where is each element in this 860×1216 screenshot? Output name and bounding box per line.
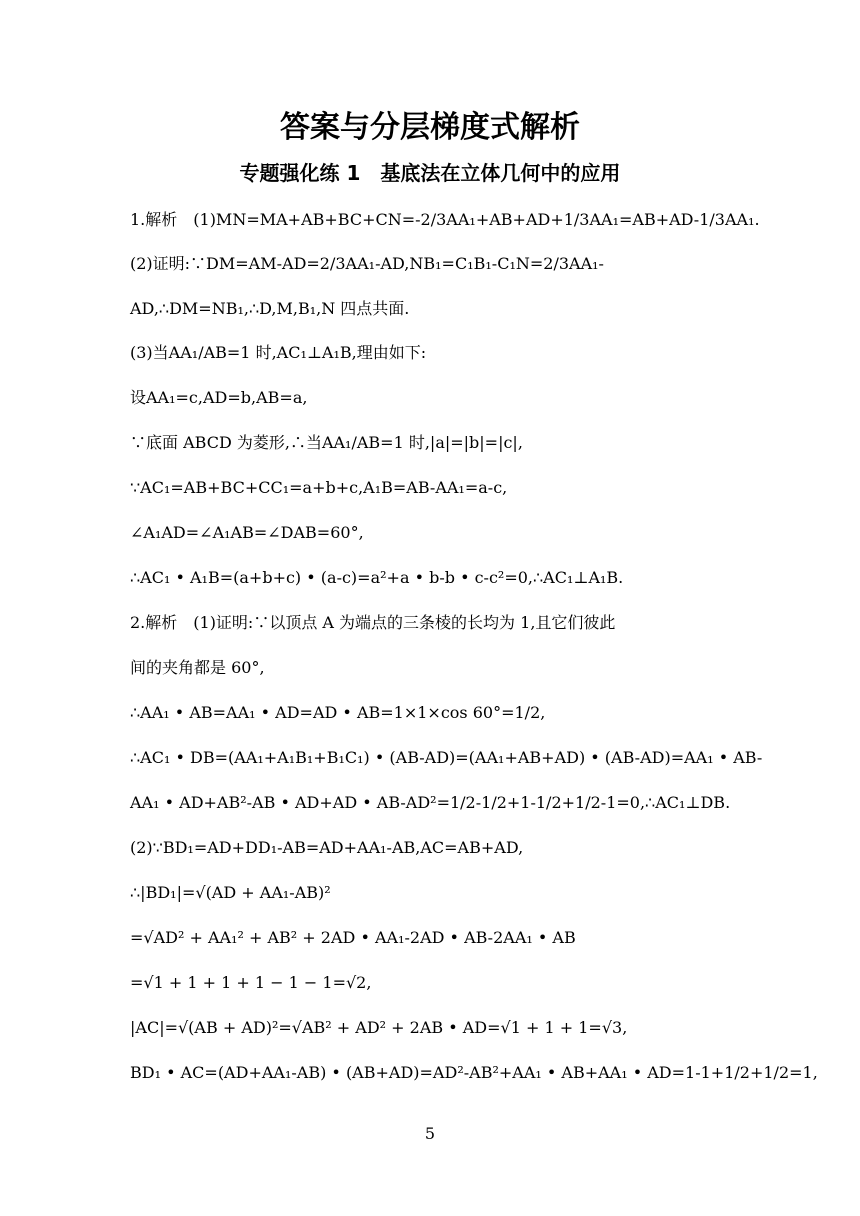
text-line: (2)∵BD₁=AD+DD₁-AB=AD+AA₁-AB,AC=AB+AD, bbox=[130, 838, 524, 857]
text-line: |AC|=√(AB + AD)²=√AB² + AD² + 2AB • AD=√1 + 1 + 1=√3, bbox=[130, 1018, 628, 1037]
section-subtitle: 专题强化练 1 基底法在立体几何中的应用 bbox=[239, 161, 621, 185]
text-line: (3)当AA₁/AB=1 时,AC₁⊥A₁B,理由如下: bbox=[130, 343, 427, 362]
text-line: =√1 + 1 + 1 + 1 − 1 − 1=√2, bbox=[130, 973, 372, 992]
text-line: 间的夹角都是 60°, bbox=[130, 658, 265, 677]
text-line: AD,∴DM=NB₁,∴D,M,B₁,N 四点共面. bbox=[130, 299, 410, 318]
page-number: 5 bbox=[424, 1124, 436, 1143]
text-line: ∵AC₁=AB+BC+CC₁=a+b+c,A₁B=AB-AA₁=a-c, bbox=[130, 478, 508, 497]
text-line: AA₁ • AD+AB²-AB • AD+AD • AB-AD²=1/2-1/2+1-1/2+1/2-1=0,∴AC₁⊥DB. bbox=[130, 793, 731, 812]
text-line: =√AD² + AA₁² + AB² + 2AD • AA₁-2AD • AB-2AA₁ • AB bbox=[130, 928, 576, 947]
text-line: ∵底面 ABCD 为菱形,∴当AA₁/AB=1 时,|a|=|b|=|c|, bbox=[130, 433, 523, 452]
text-line: ∴AC₁ • A₁B=(a+b+c) • (a-c)=a²+a • b-b • c-c²=0,∴AC₁⊥A₁B. bbox=[130, 568, 624, 587]
text-line: 1.解析 (1)MN=MA+AB+BC+CN=-2/3AA₁+AB+AD+1/3AA₁=AB+AD-1/3AA₁. bbox=[130, 210, 760, 229]
page-title: 答案与分层梯度式解析 bbox=[280, 110, 580, 145]
text-line: (2)证明:∵DM=AM-AD=2/3AA₁-AD,NB₁=C₁B₁-C₁N=2/3AA₁- bbox=[130, 254, 604, 273]
text-line: 设AA₁=c,AD=b,AB=a, bbox=[130, 388, 308, 407]
text-line: 2.解析 (1)证明:∵以顶点 A 为端点的三条棱的长均为 1,且它们彼此 bbox=[130, 613, 616, 632]
text-line: ∴AA₁ • AB=AA₁ • AD=AD • AB=1×1×cos 60°=1/2, bbox=[130, 703, 546, 722]
text-line: ∠A₁AD=∠A₁AB=∠DAB=60°, bbox=[130, 523, 364, 542]
text-line: ∴AC₁ • DB=(AA₁+A₁B₁+B₁C₁) • (AB-AD)=(AA₁+AB+AD) • (AB-AD)=AA₁ • AB- bbox=[130, 748, 763, 767]
text-line: ∴|BD₁|=√(AD + AA₁-AB)² bbox=[130, 883, 331, 902]
text-line: BD₁ • AC=(AD+AA₁-AB) • (AB+AD)=AD²-AB²+AA₁ • AB+AA₁ • AD=1-1+1/2+1/2=1, bbox=[130, 1063, 818, 1082]
